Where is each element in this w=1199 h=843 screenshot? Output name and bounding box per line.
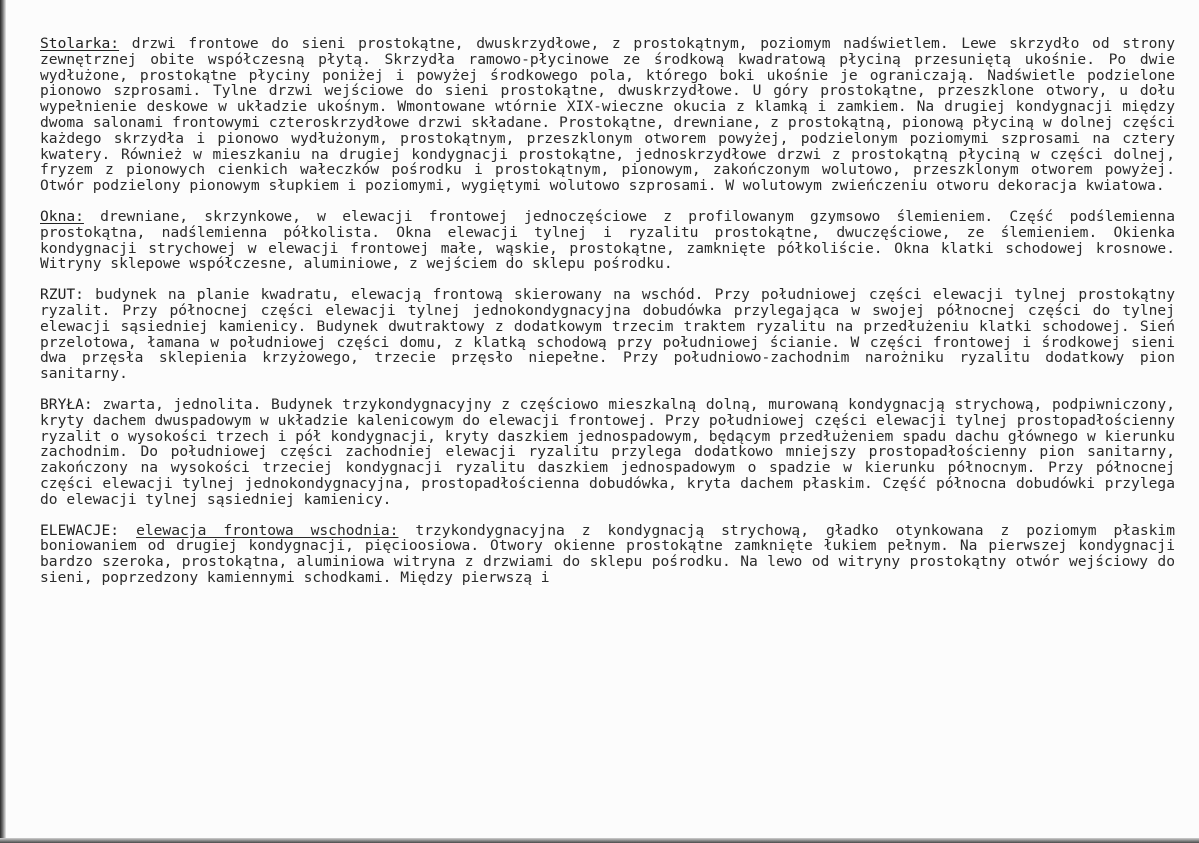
paragraph-text-okna: drewniane, skrzynkowe, w elewacji frontowej jednoczęściowe z profilowanym gzymsowo ślemieniem. Część podślemienna prostokątna, nadślemienna półkolista. Okna elewacji tylnej i ryzalitu prostokątne, dwuczęściowe, ze ślemieniem. Okienka kondygnacji strychowej w elewacji frontowej małe, wąskie, prostokątne, zamknięte półkoliście. Okna klatki schodowej krosnowe. Witryny sklepowe współczesne, aluminiowe, z wejściem do sklepu pośrodku. bbox=[40, 207, 1175, 273]
section-label-rzut: RZUT: bbox=[40, 286, 84, 304]
section-label-okna: Okna: bbox=[40, 207, 84, 225]
section-label-elewacje: ELEWACJE: bbox=[40, 521, 120, 539]
section-sublabel-elewacja-frontowa: elewacja frontowa wschodnia: bbox=[136, 521, 399, 539]
paragraph-bryla bbox=[40, 397, 1175, 508]
document-body bbox=[40, 36, 1175, 601]
paragraph-elewacje bbox=[40, 523, 1175, 586]
paragraph-okna bbox=[40, 209, 1175, 272]
scan-edge-left bbox=[0, 0, 6, 843]
section-label-stolarka: Stolarka: bbox=[40, 35, 120, 52]
scan-edge-bottom bbox=[0, 838, 1199, 843]
paragraph-text-elewacje: trzykondygnacyjna z kondygnacją strychową, gładko otynkowana z poziomym płaskim boniowaniem od drugiej kondygnacji, pięcioosiowa. Otwory okienne prostokątne zamknięte łukiem pełnym. Na pierwszej kondygnacji bardzo szeroka, prostokątna, aluminiowa witryna z drzwiami do sklepu pośrodku. Na lewo od witryny prostokątny otwór wejściowy do sieni, poprzedzony kamiennymi schodkami. Między pierwszą i bbox=[40, 521, 1175, 586]
paragraph-stolarka bbox=[40, 36, 1175, 194]
paragraph-text-stolarka: drzwi frontowe do sieni prostokątne, dwuskrzydłowe, z prostokątnym, poziomym nadświetlem. Lewe skrzydło od strony zewnętrznej obite współczesną płytą. Skrzydła ramowo-płycinowe ze środkową kwadratową płyciną przesuniętą ukośnie. Po dwie wydłużone, prostokątne płyciny poniżej i powyżej środkowego pola, którego boki ukośnie je ograniczają. Nadświetle podzielone pionowo szprosami. Tylne drzwi wejściowe do sieni prostokątne, dwuskrzydłowe. U góry prostokątne, przeszklone otwory, u dołu wypełnienie deskowe w układzie ukośnym. Wmontowane wtórnie XIX-wieczne okucia z klamką i zamkiem. Na drugiej kondygnacji między dwoma salonami frontowymi czteroskrzydłowe drzwi składane. Prostokątne, drewniane, z prostokątną, pionową płyciną w dolnej części każdego skrzydła i pionowo wydłużonym, prostokątnym, przeszklonym otworem powyżej, podzielonym poziomymi szprosami na cztery kwatery. Również w mieszkaniu na drugiej kondygnacji prostokątne, jednoskrzydłowe drzwi z prostokątną płyciną w części dolnej, fryzem z pionowych cienkich wałeczków pośrodku i prostokątnym, pionowym, zakończonym wolutowo, przeszklonym otworem powyżej. Otwór podzielony pionowym słupkiem i poziomymi, wygiętymi wolutowo szprosami. W wolutowym zwieńczeniu otworu dekoracja kwiatowa. bbox=[40, 35, 1175, 195]
paragraph-text-bryla: zwarta, jednolita. Budynek trzykondygnacyjny z częściowo mieszkalną dolną, murowaną kondygnacją strychową, podpiwniczony, kryty dachem dwuspadowym w układzie kalenicowym do elewacji frontowej. Przy południowej części elewacji tylnej prostopadłościenny ryzalit o wysokości trzech i pół kondygnacji, kryty daszkiem jednospadowym, będącym przedłużeniem spadu dachu głównego w kierunku zachodnim. Do południowej części zachodniej elewacji ryzalitu przylega dodatkowo mniejszy prostopadłościenny pion sanitarny, zakończony na wysokości trzeciej kondygnacji ryzalitu daszkiem jednospadowym o spadzie w kierunku północnym. Przy północnej części elewacji tylnej jednokondygnacyjna, prostopadłościenna dobudówka, kryta dachem płaskim. Część północna dobudówki przylega do elewacji tylnej sąsiedniej kamienicy. bbox=[40, 395, 1175, 508]
section-label-bryla: BRYŁA: bbox=[40, 395, 93, 413]
paragraph-text-rzut: budynek na planie kwadratu, elewacją frontową skierowany na wschód. Przy południowej części elewacji tylnej prostokątny ryzalit. Przy północnej części elewacji tylnej jednokondygnacyjna dobudówka przylegająca w swojej północnej części do tylnej elewacji sąsiedniej kamienicy. Budynek dwutraktowy z dodatkowym trzecim traktem ryzalitu na przedłużeniu klatki schodowej. Sień przelotowa, łamana w południowej części domu, z klatką schodową przy południowej ścianie. W części frontowej i środkowej sieni dwa przęsła sklepienia krzyżowego, trzecie przęsło niepełne. Przy południowo-zachodnim narożniku ryzalitu dodatkowy pion sanitarny. bbox=[40, 286, 1175, 383]
paragraph-rzut bbox=[40, 287, 1175, 382]
